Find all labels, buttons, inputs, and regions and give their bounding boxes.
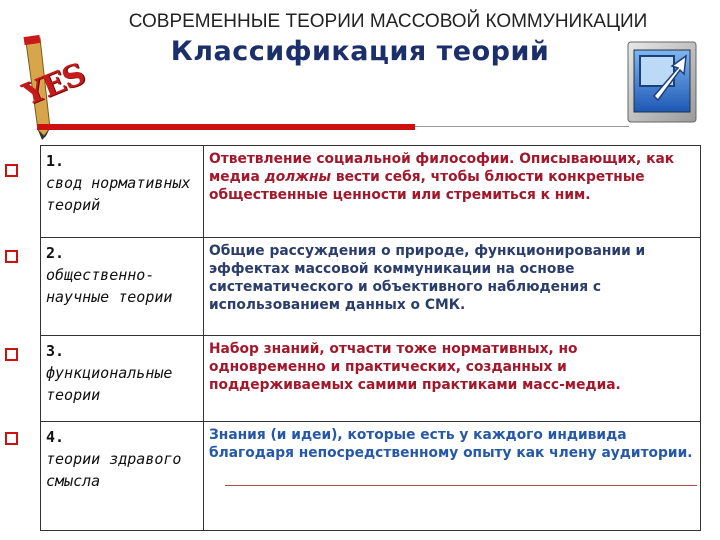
theory-name: функциональные теории bbox=[46, 364, 173, 404]
theory-name: свод нормативных теорий bbox=[46, 174, 191, 214]
description-text: Ответвление социальной философии. Описывающих, как медиа bbox=[209, 151, 675, 185]
underline-decoration bbox=[225, 485, 697, 486]
bullet-icon bbox=[5, 164, 18, 177]
slide-header: СОВРЕМЕННЫЕ ТЕОРИИ МАССОВОЙ КОММУНИКАЦИИ bbox=[128, 11, 648, 32]
theory-number: 1. bbox=[46, 152, 65, 170]
logo-text: YES bbox=[17, 56, 90, 113]
table-row bbox=[41, 146, 701, 238]
theory-number: 4. bbox=[46, 428, 65, 446]
theory-description bbox=[204, 146, 701, 238]
description-text: вести себя, чтобы блюсти конкретные общественные ценности или стремиться к ним. bbox=[209, 169, 645, 203]
theories-table bbox=[40, 145, 701, 531]
bullet-icon bbox=[5, 250, 18, 263]
theory-label-cell bbox=[41, 146, 204, 238]
theory-number: 3. bbox=[46, 342, 65, 360]
theory-name: общественно-научные теории bbox=[46, 266, 173, 306]
theory-number: 2. bbox=[46, 244, 65, 262]
theory-label-cell bbox=[41, 336, 204, 422]
theory-label-cell bbox=[41, 238, 204, 336]
theory-label-cell bbox=[41, 422, 204, 531]
table-row bbox=[41, 238, 701, 336]
divider-line bbox=[415, 126, 629, 127]
table-row bbox=[41, 422, 701, 531]
accent-bar bbox=[37, 124, 415, 130]
table-row bbox=[41, 336, 701, 422]
theory-name: теории здравого смысла bbox=[46, 450, 182, 490]
bullet-icon bbox=[5, 432, 18, 445]
slide-title: Классификация теорий bbox=[170, 36, 550, 67]
theory-description: Знания (и идеи), которые есть у каждого индивида благодаря непосредственному опыту как члену аудитории. bbox=[204, 422, 701, 531]
window-arrow-icon bbox=[626, 38, 698, 124]
description-emphasis: должны bbox=[264, 169, 332, 185]
theory-description: Общие рассуждения о природе, функционировании и эффектах массовой коммуникации на основе систематического и объективного наблюдения с использованием данных о СМК. bbox=[204, 238, 701, 336]
bullet-icon bbox=[5, 348, 18, 361]
theory-description: Набор знаний, отчасти тоже нормативных, но одновременно и практических, созданных и поддерживаемых самими практиками масс-медиа. bbox=[204, 336, 701, 422]
